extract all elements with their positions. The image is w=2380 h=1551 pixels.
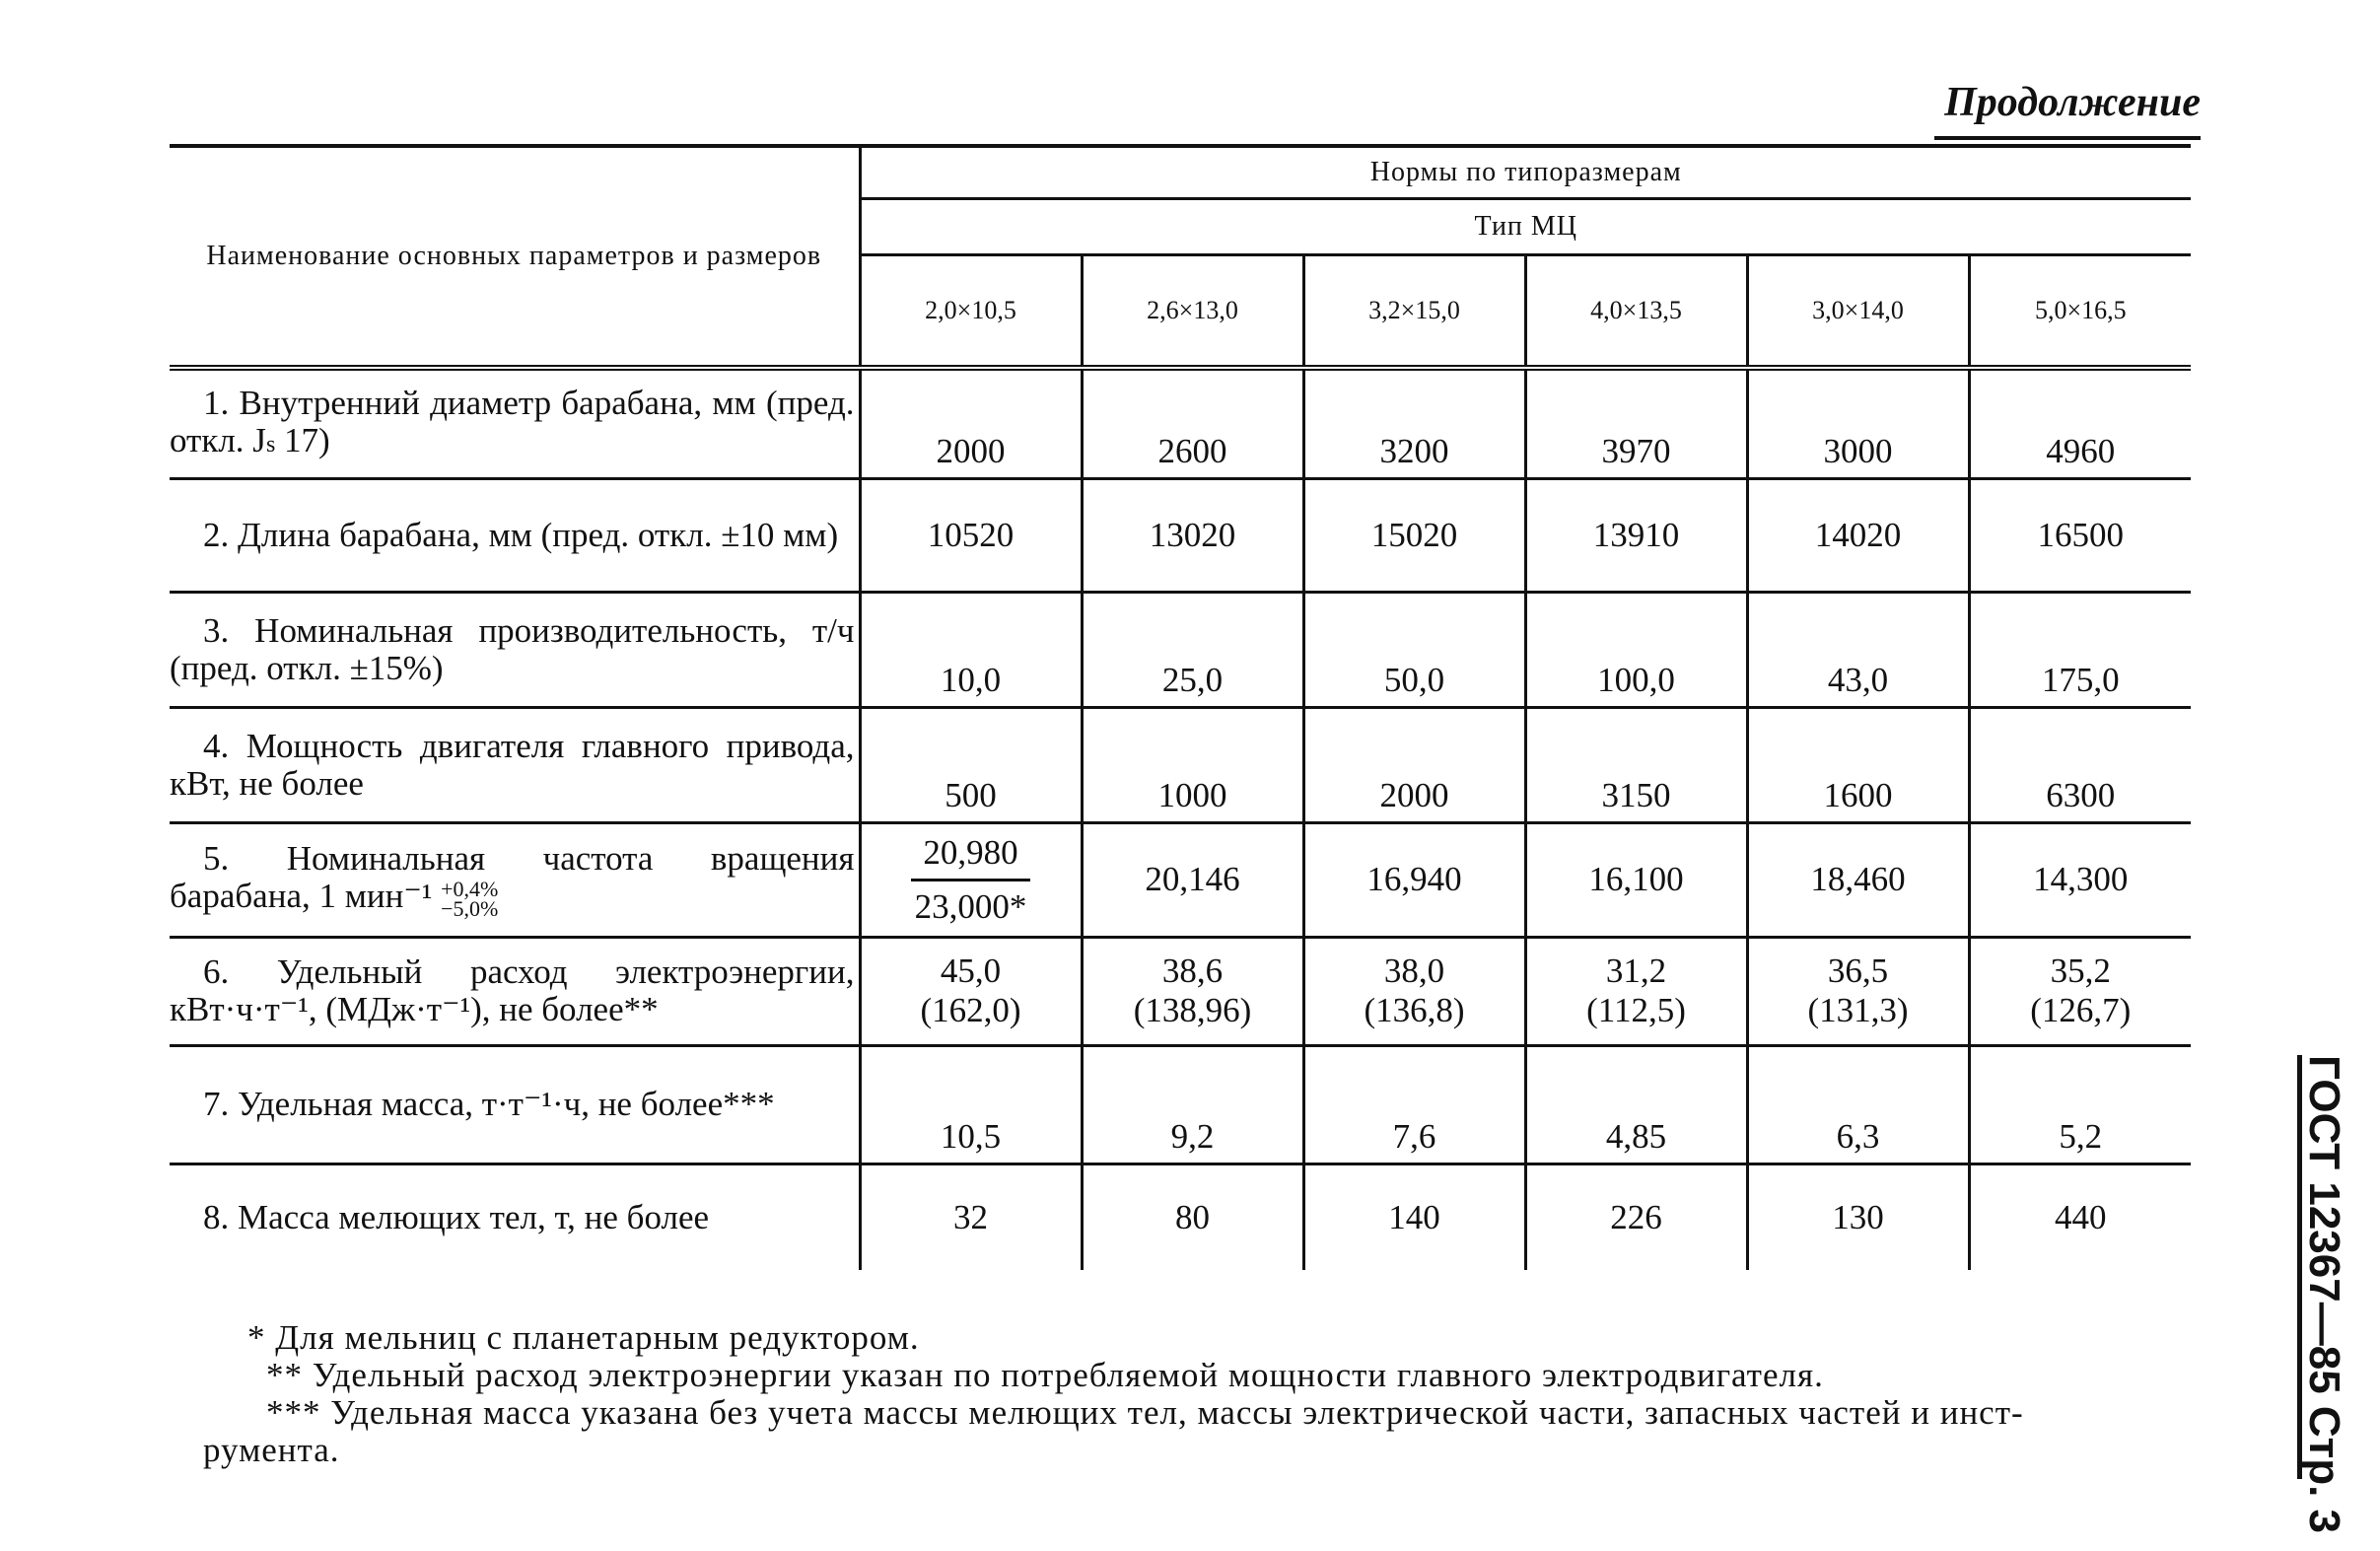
value-cell: 16,100 [1525,822,1747,937]
value-cell: 100,0 [1525,592,1747,707]
value-cell: 14,300 [1969,822,2191,937]
table-row [170,707,2191,822]
value-cell: 3970 [1525,368,1747,478]
param-name: 7. Удельная масса, т·т⁻¹·ч, не более*** [170,1045,860,1163]
value-cell: 3150 [1525,707,1747,822]
value-cell: 15020 [1303,478,1525,592]
continuation-rule [1934,136,2201,140]
value-cell: 6300 [1969,707,2191,822]
value-cell: 4,85 [1525,1045,1747,1163]
value-cell: 440 [2055,1197,2107,1236]
value-cell: 31,2 (112,5) [1525,937,1747,1045]
value-cell: 130 [1747,1163,1969,1270]
table-row [170,368,2191,478]
value-cell [860,822,1082,937]
value-cell: 226 [1525,1163,1747,1270]
size-header: 5,0×16,5 [1969,255,2191,369]
value-cell: 38,6 (138,96) [1082,937,1303,1045]
value-cell: 16,940 [1303,822,1525,937]
table-row [170,478,2191,592]
value-cell: 5,2 [1969,1045,2191,1163]
tolerance: +0,4% −5,0% [441,876,499,921]
parameters-table [170,144,2191,1270]
value-cell: 7,6 [1303,1045,1525,1163]
value-cell: 14020 [1747,478,1969,592]
table-row [170,1045,2191,1163]
value-cell: 10520 [860,478,1082,592]
value-cell: 35,2 (126,7) [1969,937,2191,1045]
value-cell: 2000 [1303,707,1525,822]
value-cell: 13020 [1082,478,1303,592]
table-row [170,1163,2191,1270]
table-row [170,592,2191,707]
value-cell: 1600 [1747,707,1969,822]
value-cell: 10,5 [860,1045,1082,1163]
value-cell: 13910 [1525,478,1747,592]
value-cell: 4960 [1969,368,2191,478]
value-cell: 36,5 (131,3) [1747,937,1969,1045]
value-cell: 50,0 [1303,592,1525,707]
norms-header: Нормы по типоразмерам [860,146,2191,199]
footnote: * Для мельниц с планетарным редуктором. [247,1318,920,1357]
param-name: 6. Удельный расход электроэнергии, кВт·ч·т⁻¹, (МДж·т⁻¹), не более** [170,937,860,1045]
param-name: 5. Номинальная частота вращения барабана, 1 мин⁻¹ +0,4% −5,0% [170,822,860,937]
footnote: *** Удельная масса указана без учета массы мелющих тел, массы электрической части, запасных частей и инст- [266,1393,2024,1432]
footnote: румента. [203,1431,340,1469]
value-cell: 2600 [1082,368,1303,478]
value-cell: 25,0 [1082,592,1303,707]
value-cell: 20,146 [1082,822,1303,937]
fraction-value: $\frac{20,980}{23,000*}$ [911,833,1029,927]
param-name: 1. Внутренний диаметр барабана, мм (пред. откл. Js 17) [170,368,860,478]
footnote: ** Удельный расход электроэнергии указан по потребляемой мощности главного электродвигателя. [266,1356,1824,1394]
param-column-header: Наименование основных параметров и размеров [170,146,860,368]
value-cell: 6,3 [1747,1045,1969,1163]
footnotes [203,1319,2185,1469]
value-cell: 38,0 (136,8) [1303,937,1525,1045]
continuation-label: Продолжение [1944,80,2201,125]
value-cell: 80 [1082,1163,1303,1270]
param-name: 4. Мощность двигателя главного привода, кВт, не более [170,707,860,822]
standard-page-number: ГОСТ 12367—85 Стр. 3 [2300,1055,2348,1534]
value-cell: 500 [860,707,1082,822]
header-row-norms [170,146,2191,199]
value-cell: 9,2 [1082,1045,1303,1163]
size-header: 4,0×13,5 [1525,255,1747,369]
value-cell: 45,0 (162,0) [860,937,1082,1045]
param-name: 2. Длина барабана, мм (пред. откл. ±10 мм) [170,478,860,592]
value-cell: 3000 [1747,368,1969,478]
value-cell: 175,0 [1969,592,2191,707]
size-header: 3,0×14,0 [1747,255,1969,369]
size-header: 3,2×15,0 [1303,255,1525,369]
value-cell: 1000 [1082,707,1303,822]
size-header: 2,6×13,0 [1082,255,1303,369]
value-cell: 2000 [860,368,1082,478]
side-page-label [2297,1045,2380,1534]
param-name: 8. Масса мелющих тел, т, не более [170,1163,860,1270]
value-cell: 43,0 [1747,592,1969,707]
table-row [170,822,2191,937]
value-cell: 16500 [1969,478,2191,592]
value-cell: 140 [1303,1163,1525,1270]
size-header: 2,0×10,5 [860,255,1082,369]
value-cell: 32 [860,1163,1082,1270]
value-cell: 10,0 [860,592,1082,707]
value-cell: 18,460 [1747,822,1969,937]
value-cell: 3200 [1303,368,1525,478]
table-row [170,937,2191,1045]
type-header: Тип МЦ [860,199,2191,255]
param-name: 3. Номинальная производительность, т/ч (пред. откл. ±15%) [170,592,860,707]
